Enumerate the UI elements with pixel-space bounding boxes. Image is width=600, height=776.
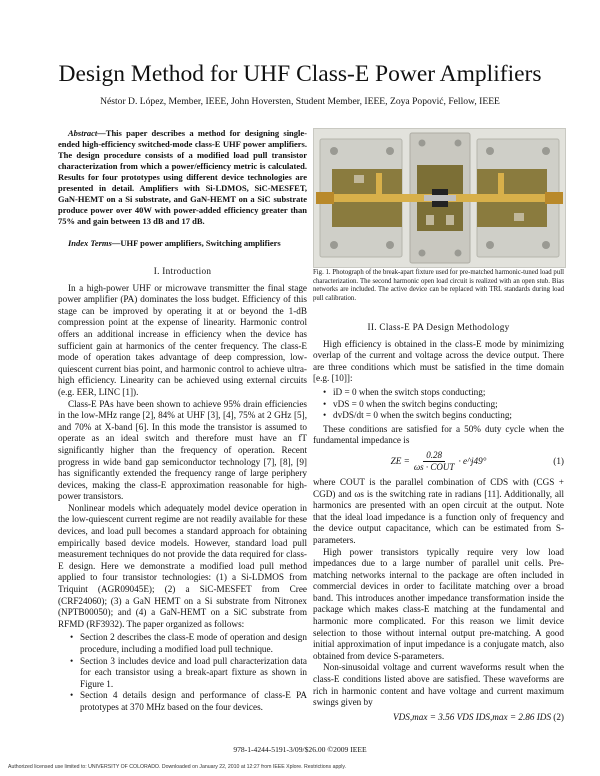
intro-paragraph-2: Class-E PAs have been shown to achieve 95% drain efficiencies in the low-MHz range [2], 84% at UHF [3], [4], 75% at 2 GHz [5], and 70% at X-band [6]. In this mode the transistor is assumed to operate as an ideal switch and therefore must have an fT significantly higher than the frequency of operation. Recent progress in wide band gap semiconductor technology [7], [8], [9] has significantly extended the frequency range of large periphery devices, making the class-E approximation reasonable for high-power transistors.: [58, 398, 307, 502]
abstract-text: This paper describes a method for designing single-ended high-efficiency switched-mode class-E UHF power amplifiers. The design procedure consists of a modified load pull transistor characterization from which a power/efficiency metric is calculated. Results for four prototypes using different device technologies are presented in detail. Amplifiers with Si-LDMOS, SiC-MESFET, GaN-HEMT on a Si substrate, and GaN-HEMT on a SiC substrate produce power over 40W with power-added efficiency greater than 75% and gain between 13 dB and 17 dB.: [58, 128, 307, 226]
isbn-footer: 978-1-4244-5191-3/09/$26.00 ©2009 IEEE: [233, 745, 367, 754]
figure-1-photo: [313, 128, 566, 268]
class-e-conditions-list: [313, 387, 564, 422]
equation-2-right: IDS,max = 2.86 IDS: [475, 712, 552, 723]
intro-paragraph-1: In a high-power UHF or microwave transmitter the final stage power amplifier (PA) dominates the loss budget. Efficiency of this stage can be improved by operating it at or beyond the 1-dB compression point at the expense of linearity. Harmonic control offers an additional increase in efficiency when the device has sufficient gain at harmonics of the center frequency. The class-E mode of operation takes advantage of deep compression, low-quiescent current bias point, and harmonic control to achieve ultra-high efficiency. Linearity can be achieved using external circuits (e.g. EER, LINC [1]).: [58, 282, 307, 397]
equation-1-fraction: [414, 450, 455, 474]
paper-authors: Néstor D. López, Member, IEEE, John Hoversten, Student Member, IEEE, Zoya Popović, Fellow, IEEE: [100, 96, 500, 107]
section-design-methodology: [313, 322, 564, 727]
methodology-paragraph-2: These conditions are satisfied for a 50% duty cycle when the fundamental impedance is: [313, 423, 564, 446]
abstract: [58, 128, 307, 227]
fixture-photo-illustration: [314, 129, 565, 267]
section-heading-methodology: II. Class-E PA Design Methodology: [367, 322, 510, 332]
equation-1-denominator: ωs · COUT: [413, 462, 455, 473]
list-item: • Section 4 details design and performance of class-E PA prototypes at 370 MHz based on the four devices.: [58, 690, 307, 713]
list-item: • Section 2 describes the class-E mode of operation and design procedure, including a modified load pull technique.: [58, 632, 307, 655]
index-terms: [58, 238, 307, 249]
methodology-paragraph-4: High power transistors typically require very low load impedances due to a large number of parallel unit cells. Pre-matching networks internal to the package are often included in commercial devices in order to facilitate matching over a broad band. This introduces another impedance transformation inside the package which makes class-E matching at the fundamental and harmonic more complicated. For this reason we limit device selection to those without internal output pre-matching. A good initial approximation of input impedance is a conjugate match, also obtained from device S-parameters.: [313, 546, 564, 661]
abstract-label: Abstract—: [68, 128, 106, 138]
intro-paragraph-3: Nonlinear models which adequately model device operation in the low-quiescent current regime are not readily available for these devices, and load pull becomes a standard approach for obtaining empirically based device models. However, standard load pull measurement techniques do not provide the data required for class-E design. Here we demonstrate a modified load pull method applied to four transistor technologies: (1) a Si-LDMOS from Triquint (AGR09045E); (2) a SiC-MESFET from Cree (CRF24060); (3) a GaN HEMT on a Si substrate from Nitronex (NPTB00050); and (4) a GaN-HEMT on a SiC substrate from RFMD (RF3932). The paper organized as follows:: [58, 502, 307, 629]
equation-1-lhs: ZE =: [390, 456, 410, 467]
methodology-paragraph-5: Non-sinusoidal voltage and current waveforms result when the class-E conditions listed above are satisfied. These waveforms are rich in harmonic content and have voltage and current maximum swings given by: [313, 662, 564, 708]
index-terms-text: UHF power amplifiers, Switching amplifiers: [120, 238, 281, 248]
section-heading-introduction: I. Introduction: [153, 266, 212, 276]
equation-2-left: VDS,max = 3.56 VDS: [393, 712, 474, 723]
section-introduction: [58, 266, 307, 716]
list-item: • Section 3 includes device and load pull characterization data for each transistor using a break-apart fixture as shown in Figure 1.: [58, 656, 307, 691]
equation-1-numerator: 0.28: [423, 450, 445, 463]
equation-2-number: (2): [553, 712, 564, 723]
equation-2: [313, 709, 564, 727]
list-item: • vDS = 0 when the switch begins conducting;: [313, 399, 564, 411]
equation-1-exponent: · e^j49°: [458, 456, 487, 467]
license-notice: Authorized licensed use limited to: UNIVERSITY OF COLORADO. Downloaded on January 22, 2010 at 12:27 from IEEE Xplore. Restrictions apply.: [8, 764, 347, 770]
index-terms-label: Index Terms—: [68, 238, 121, 248]
list-item: • iD = 0 when the switch stops conducting;: [313, 387, 564, 399]
paper-title: Design Method for UHF Class-E Power Amplifiers: [58, 61, 542, 87]
methodology-paragraph-3: where COUT is the parallel combination of CDS with (CGS + CGD) and ωs is the switching rate in radians [11]. Additionally, all harmonics are presented with an open circuit at the output. Note that the ideal load impedance is a function only of frequency and the device output capacitance, which can be estimated from S-parameters.: [313, 476, 564, 545]
equation-1: [313, 447, 564, 477]
figure-1-caption: Fig. 1. Photograph of the break-apart fixture used for pre-matched harmonic-tuned load pull characterization. The second harmonic open load circuit is realized with an open stub. Bias networks are included. The active device can be replaced with TRL standards during load pull calibration.: [313, 269, 564, 302]
methodology-paragraph-1: High efficiency is obtained in the class-E mode by minimizing overlap of the current and voltage across the device output. There are three conditions which must be satisfied in the time domain [e.g. [10]]:: [313, 338, 564, 384]
list-item: • dvDS/dt = 0 when the switch begins conducting;: [313, 410, 564, 422]
intro-outline-list: [58, 632, 307, 713]
equation-1-number: (1): [553, 456, 564, 467]
